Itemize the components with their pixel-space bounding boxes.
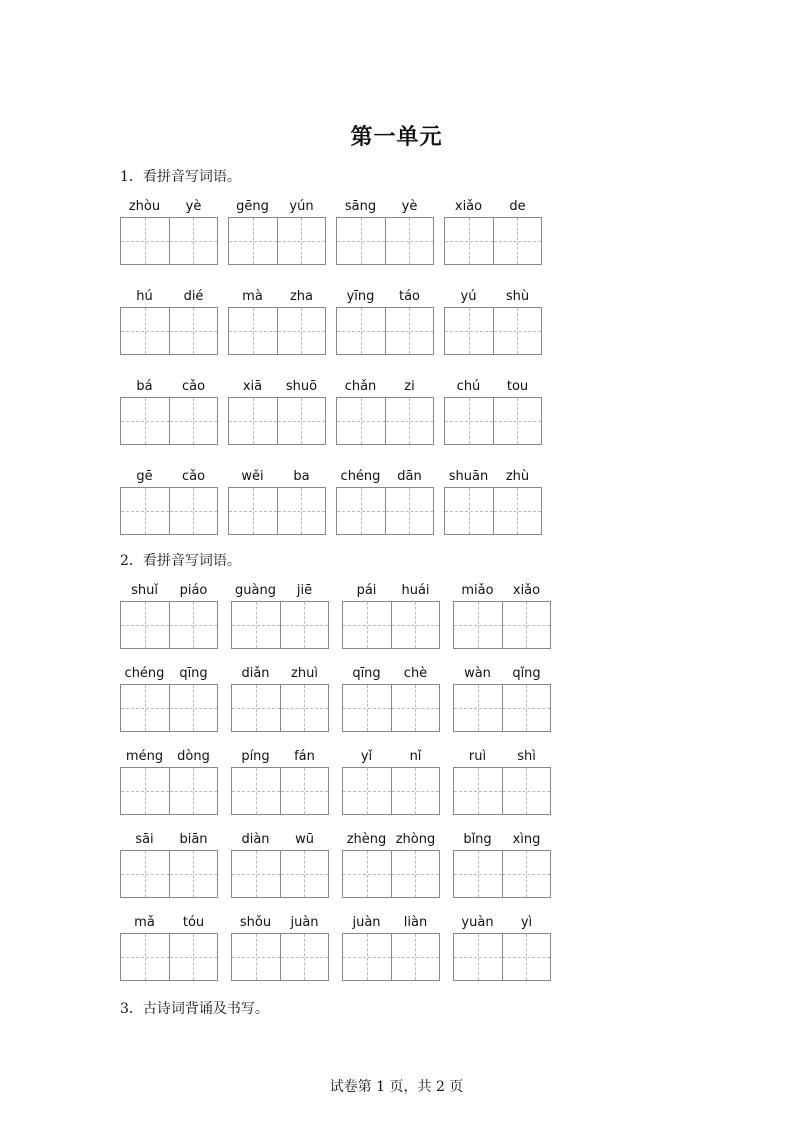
- writing-box: [444, 217, 542, 265]
- pinyin-label: juàn: [290, 915, 319, 930]
- pinyin-label: bǐng: [463, 832, 492, 847]
- word-group: [453, 832, 551, 898]
- character-cell[interactable]: [169, 398, 217, 444]
- character-cell[interactable]: [232, 851, 280, 897]
- question-2-label: 2．看拼音写词语。: [120, 553, 241, 569]
- character-cell[interactable]: [385, 488, 433, 534]
- character-cell[interactable]: [385, 308, 433, 354]
- pinyin-label: shuō: [285, 379, 318, 394]
- word-group: [120, 199, 218, 265]
- pinyin-label: táo: [398, 289, 421, 304]
- word-group: [342, 666, 440, 732]
- character-cell[interactable]: [343, 602, 391, 648]
- character-cell[interactable]: [229, 308, 277, 354]
- writing-box: [336, 397, 434, 445]
- character-cell[interactable]: [121, 602, 169, 648]
- pinyin-label: shuǐ: [131, 583, 158, 598]
- pinyin-label: qīng: [179, 666, 208, 681]
- pinyin-label: ba: [293, 469, 310, 484]
- character-cell[interactable]: [121, 488, 169, 534]
- word-group: [231, 915, 329, 981]
- pinyin-label: diàn: [241, 832, 270, 847]
- character-cell[interactable]: [121, 685, 169, 731]
- writing-box: [120, 933, 218, 981]
- character-cell[interactable]: [445, 218, 493, 264]
- character-cell[interactable]: [280, 602, 328, 648]
- character-cell[interactable]: [121, 398, 169, 444]
- character-cell[interactable]: [493, 398, 541, 444]
- character-cell[interactable]: [454, 851, 502, 897]
- character-cell[interactable]: [343, 685, 391, 731]
- pinyin-label: cǎo: [181, 469, 206, 484]
- pinyin-label: ruì: [468, 749, 487, 764]
- writing-box: [453, 850, 551, 898]
- pinyin-label: yè: [401, 199, 418, 214]
- pinyin-label: shù: [505, 289, 530, 304]
- writing-box: [336, 487, 434, 535]
- writing-box: [336, 307, 434, 355]
- character-cell[interactable]: [169, 685, 217, 731]
- question-3-label: 3．古诗词背诵及书写。: [120, 1001, 269, 1017]
- character-cell[interactable]: [391, 934, 439, 980]
- pinyin-label: hú: [136, 289, 153, 304]
- word-group: [120, 832, 218, 898]
- character-cell[interactable]: [277, 308, 325, 354]
- writing-box: [231, 933, 329, 981]
- character-cell[interactable]: [232, 934, 280, 980]
- pinyin-label: bá: [136, 379, 153, 394]
- word-group: [120, 379, 218, 445]
- character-cell[interactable]: [502, 685, 550, 731]
- character-cell[interactable]: [169, 308, 217, 354]
- pinyin-label: biān: [179, 832, 208, 847]
- pinyin-label: shǒu: [239, 915, 272, 930]
- pinyin-label: dòng: [177, 749, 210, 764]
- writing-box: [120, 217, 218, 265]
- writing-box: [453, 684, 551, 732]
- writing-box: [228, 487, 326, 535]
- pinyin-label: méng: [125, 749, 164, 764]
- word-group: [336, 199, 434, 265]
- character-cell[interactable]: [445, 488, 493, 534]
- pinyin-label: zhuì: [291, 666, 318, 681]
- character-cell[interactable]: [454, 934, 502, 980]
- character-cell[interactable]: [343, 934, 391, 980]
- pinyin-label: chéng: [340, 469, 381, 484]
- pinyin-label: yīng: [346, 289, 375, 304]
- pinyin-label: xìng: [512, 832, 541, 847]
- character-cell[interactable]: [169, 602, 217, 648]
- pinyin-label: yú: [460, 289, 477, 304]
- word-group: [336, 379, 434, 445]
- word-group: [228, 199, 326, 265]
- writing-box: [231, 850, 329, 898]
- character-cell[interactable]: [232, 768, 280, 814]
- word-group: [120, 915, 218, 981]
- word-group: [120, 749, 218, 815]
- page-title: 第一单元: [350, 124, 443, 150]
- word-group: [231, 749, 329, 815]
- character-cell[interactable]: [391, 602, 439, 648]
- character-cell[interactable]: [229, 218, 277, 264]
- pinyin-label: zhèng: [346, 832, 387, 847]
- word-group: [444, 289, 542, 355]
- pinyin-label: cǎo: [181, 379, 206, 394]
- word-group: [120, 469, 218, 535]
- word-group: [228, 379, 326, 445]
- pinyin-label: diǎn: [241, 666, 270, 681]
- pinyin-label: xiǎo: [454, 199, 483, 214]
- word-group: [342, 749, 440, 815]
- pinyin-label: zi: [404, 379, 415, 394]
- word-group: [336, 289, 434, 355]
- pinyin-label: yǐ: [360, 749, 373, 764]
- pinyin-label: fán: [294, 749, 315, 764]
- pinyin-label: dié: [183, 289, 204, 304]
- pinyin-label: tóu: [182, 915, 205, 930]
- character-cell[interactable]: [277, 398, 325, 444]
- question-1-label: 1．看拼音写词语。: [120, 169, 241, 185]
- pinyin-label: chǎn: [344, 379, 377, 394]
- word-group: [120, 583, 218, 649]
- pinyin-label: mǎ: [134, 915, 155, 930]
- character-cell[interactable]: [280, 934, 328, 980]
- character-cell[interactable]: [454, 602, 502, 648]
- character-cell[interactable]: [232, 685, 280, 731]
- character-cell[interactable]: [391, 685, 439, 731]
- pinyin-label: jiē: [296, 583, 313, 598]
- pinyin-label: qīng: [352, 666, 381, 681]
- writing-box: [453, 767, 551, 815]
- writing-box: [336, 217, 434, 265]
- pinyin-label: chú: [456, 379, 481, 394]
- character-cell[interactable]: [121, 851, 169, 897]
- writing-box: [444, 397, 542, 445]
- character-cell[interactable]: [121, 218, 169, 264]
- character-cell[interactable]: [502, 768, 550, 814]
- character-cell[interactable]: [169, 768, 217, 814]
- word-group: [453, 915, 551, 981]
- character-cell[interactable]: [277, 218, 325, 264]
- writing-box: [120, 487, 218, 535]
- writing-box: [120, 767, 218, 815]
- character-cell[interactable]: [121, 934, 169, 980]
- character-cell[interactable]: [277, 488, 325, 534]
- pinyin-label: dān: [397, 469, 422, 484]
- pinyin-label: wěi: [241, 469, 264, 484]
- pinyin-label: pái: [356, 583, 377, 598]
- writing-box: [120, 397, 218, 445]
- character-cell[interactable]: [445, 308, 493, 354]
- word-group: [342, 832, 440, 898]
- pinyin-label: piáo: [179, 583, 208, 598]
- character-cell[interactable]: [502, 602, 550, 648]
- writing-box: [342, 767, 440, 815]
- character-cell[interactable]: [445, 398, 493, 444]
- character-cell[interactable]: [337, 488, 385, 534]
- character-cell[interactable]: [337, 398, 385, 444]
- writing-box: [342, 850, 440, 898]
- pinyin-label: sāi: [135, 832, 154, 847]
- pinyin-label: gē: [136, 469, 153, 484]
- pinyin-label: chéng: [124, 666, 165, 681]
- word-group: [453, 749, 551, 815]
- writing-box: [231, 684, 329, 732]
- pinyin-label: shì: [517, 749, 536, 764]
- word-group: [444, 469, 542, 535]
- writing-box: [342, 684, 440, 732]
- word-group: [444, 379, 542, 445]
- character-cell[interactable]: [337, 308, 385, 354]
- character-cell[interactable]: [385, 218, 433, 264]
- character-cell[interactable]: [493, 218, 541, 264]
- character-cell[interactable]: [502, 851, 550, 897]
- character-cell[interactable]: [454, 768, 502, 814]
- writing-box: [453, 933, 551, 981]
- character-cell[interactable]: [121, 768, 169, 814]
- character-cell[interactable]: [493, 488, 541, 534]
- word-group: [336, 469, 434, 535]
- word-group: [444, 199, 542, 265]
- pinyin-label: xiā: [242, 379, 263, 394]
- pinyin-label: guàng: [235, 583, 276, 598]
- character-cell[interactable]: [169, 934, 217, 980]
- writing-box: [120, 601, 218, 649]
- word-group: [342, 583, 440, 649]
- pinyin-label: yún: [289, 199, 314, 214]
- character-cell[interactable]: [343, 768, 391, 814]
- word-group: [453, 666, 551, 732]
- pinyin-label: liàn: [403, 915, 428, 930]
- pinyin-label: yì: [520, 915, 533, 930]
- pinyin-label: xiǎo: [512, 583, 541, 598]
- pinyin-label: zhòng: [395, 832, 436, 847]
- pinyin-label: zha: [289, 289, 314, 304]
- character-cell[interactable]: [502, 934, 550, 980]
- word-group: [453, 583, 551, 649]
- word-group: [120, 666, 218, 732]
- word-group: [231, 583, 329, 649]
- character-cell[interactable]: [391, 851, 439, 897]
- writing-box: [453, 601, 551, 649]
- pinyin-label: chè: [403, 666, 428, 681]
- character-cell[interactable]: [391, 768, 439, 814]
- word-group: [231, 832, 329, 898]
- character-cell[interactable]: [229, 488, 277, 534]
- writing-box: [228, 397, 326, 445]
- pinyin-label: píng: [241, 749, 270, 764]
- character-cell[interactable]: [121, 308, 169, 354]
- writing-box: [228, 307, 326, 355]
- page-footer: 试卷第 1 页，共 2 页: [329, 1079, 464, 1095]
- pinyin-label: qǐng: [512, 666, 541, 681]
- character-cell[interactable]: [385, 398, 433, 444]
- writing-box: [231, 601, 329, 649]
- pinyin-label: mà: [242, 289, 263, 304]
- pinyin-label: zhòu: [128, 199, 161, 214]
- pinyin-label: zhù: [505, 469, 530, 484]
- character-cell[interactable]: [232, 602, 280, 648]
- character-cell[interactable]: [280, 851, 328, 897]
- word-group: [120, 289, 218, 355]
- character-cell[interactable]: [169, 488, 217, 534]
- pinyin-label: yuàn: [461, 915, 494, 930]
- pinyin-label: yè: [185, 199, 202, 214]
- writing-box: [444, 307, 542, 355]
- character-cell[interactable]: [280, 768, 328, 814]
- word-group: [342, 915, 440, 981]
- character-cell[interactable]: [169, 218, 217, 264]
- word-group: [231, 666, 329, 732]
- writing-box: [342, 933, 440, 981]
- writing-box: [120, 850, 218, 898]
- writing-box: [120, 684, 218, 732]
- pinyin-label: tou: [506, 379, 529, 394]
- character-cell[interactable]: [493, 308, 541, 354]
- character-cell[interactable]: [229, 398, 277, 444]
- word-group: [228, 289, 326, 355]
- writing-box: [444, 487, 542, 535]
- writing-box: [231, 767, 329, 815]
- writing-box: [228, 217, 326, 265]
- character-cell[interactable]: [337, 218, 385, 264]
- character-cell[interactable]: [454, 685, 502, 731]
- pinyin-label: shuān: [448, 469, 489, 484]
- character-cell[interactable]: [280, 685, 328, 731]
- pinyin-label: wàn: [464, 666, 491, 681]
- writing-box: [120, 307, 218, 355]
- pinyin-label: gēng: [236, 199, 269, 214]
- character-cell[interactable]: [343, 851, 391, 897]
- word-group: [228, 469, 326, 535]
- pinyin-label: juàn: [352, 915, 381, 930]
- writing-box: [342, 601, 440, 649]
- pinyin-label: nǐ: [409, 749, 422, 764]
- pinyin-label: wū: [295, 832, 314, 847]
- character-cell[interactable]: [169, 851, 217, 897]
- pinyin-label: de: [509, 199, 526, 214]
- pinyin-label: sāng: [344, 199, 377, 214]
- pinyin-label: huái: [401, 583, 430, 598]
- pinyin-label: miǎo: [461, 583, 494, 598]
